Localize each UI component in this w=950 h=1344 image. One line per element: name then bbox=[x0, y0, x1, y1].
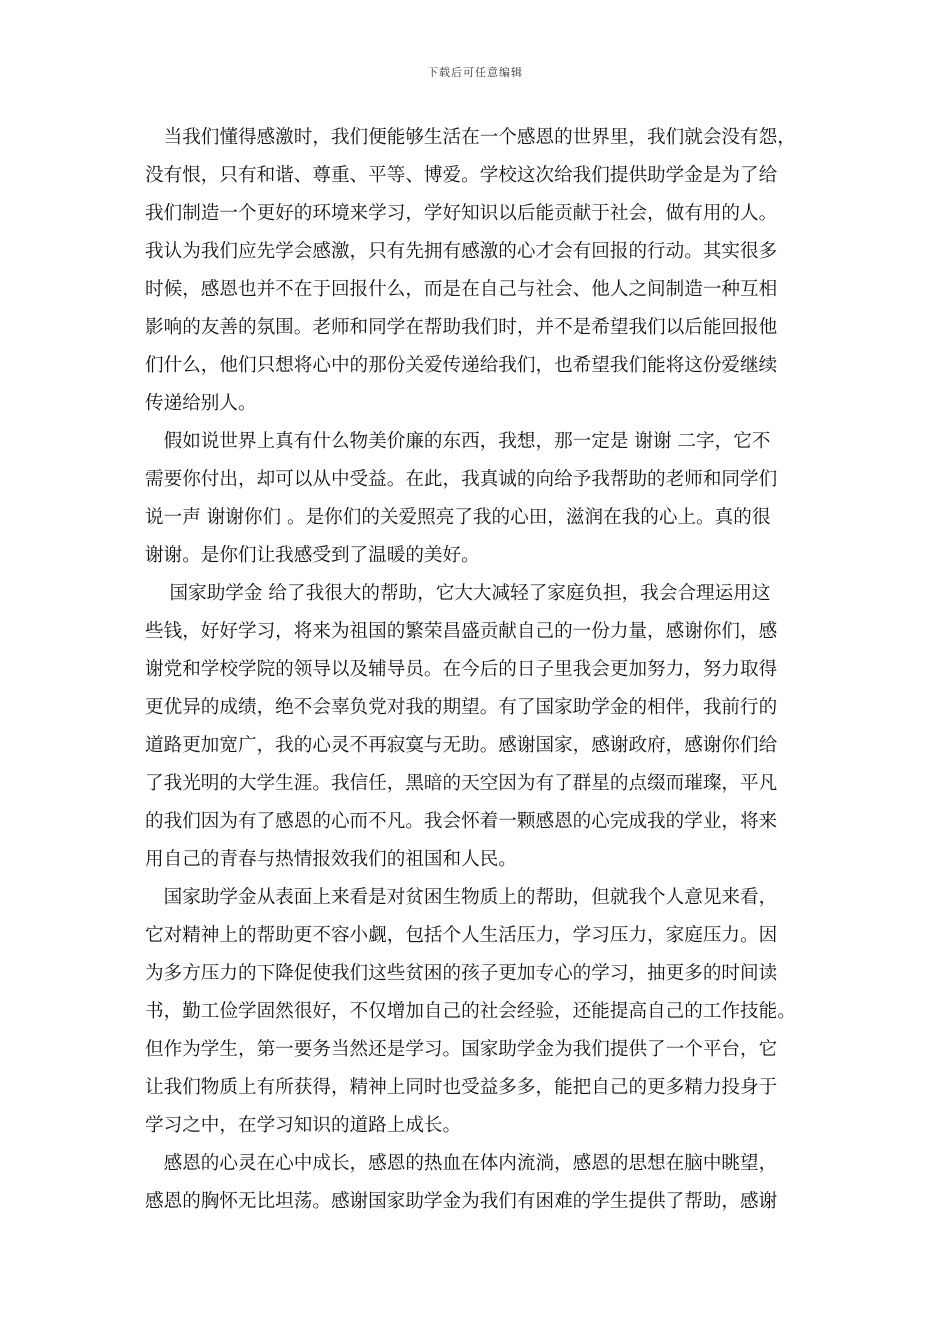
text-line: 感恩的胸怀无比坦荡。感谢国家助学金为我们有困难的学生提供了帮助，感谢 bbox=[145, 1191, 778, 1212]
text-line: 需要你付出，却可以从中受益。在此，我真诚的向给予我帮助的老师和同学们 bbox=[145, 469, 778, 490]
text-line: 时候，感恩也并不在于回报什么，而是在自己与社会、他人之间制造一种互相 bbox=[145, 279, 778, 300]
text-line: 当我们懂得感激时，我们便能够生活在一个感恩的世界里，我们就会没有怨， bbox=[145, 127, 796, 148]
text-line: 书，勤工俭学固然很好，不仅增加自己的社会经验，还能提高自己的工作技能。 bbox=[145, 1001, 796, 1022]
text-line: 谢党和学校学院的领导以及辅导员。在今后的日子里我会更加努力，努力取得 bbox=[145, 659, 778, 680]
text-line: 谢谢。是你们让我感受到了温暖的美好。 bbox=[145, 545, 480, 566]
text-line: 学习之中，在学习知识的道路上成长。 bbox=[145, 1115, 462, 1136]
text-line: 们什么，他们只想将心中的那份关爱传递给我们，也希望我们能将这份爱继续 bbox=[145, 355, 778, 376]
text-line: 了我光明的大学生涯。我信任，黑暗的天空因为有了群星的点缀而璀璨，平凡 bbox=[145, 773, 778, 794]
text-line: 但作为学生，第一要务当然还是学习。国家助学金为我们提供了一个平台，它 bbox=[145, 1039, 778, 1060]
text-line: 让我们物质上有所获得，精神上同时也受益多多，能把自己的更多精力投身于 bbox=[145, 1077, 778, 1098]
text-line: 国家助学金 给了我很大的帮助，它大大减轻了家庭负担，我会合理运用这 bbox=[145, 583, 771, 604]
text-line: 传递给别人。 bbox=[145, 393, 257, 414]
text-line: 国家助学金从表面上来看是对贫困生物质上的帮助，但就我个人意见来看， bbox=[145, 887, 778, 908]
document-body bbox=[145, 119, 809, 1221]
text-line: 影响的友善的氛围。老师和同学在帮助我们时，并不是希望我们以后能回报他 bbox=[145, 317, 778, 338]
page-header-note: 下载后可任意编辑 bbox=[427, 66, 523, 79]
text-line: 感恩的心灵在心中成长，感恩的热血在体内流淌，感恩的思想在脑中眺望， bbox=[145, 1153, 778, 1174]
text-line: 我认为我们应先学会感激，只有先拥有感激的心才会有回报的行动。其实很多 bbox=[145, 241, 778, 262]
text-line: 的我们因为有了感恩的心而不凡。我会怀着一颗感恩的心完成我的学业，将来 bbox=[145, 811, 778, 832]
text-line: 说一声 谢谢你们 。是你们的关爱照亮了我的心田，滋润在我的心上。真的很 bbox=[145, 507, 771, 528]
text-line: 更优异的成绩，绝不会辜负党对我的期望。有了国家助学金的相伴，我前行的 bbox=[145, 697, 778, 718]
text-line: 它对精神上的帮助更不容小觑，包括个人生活压力，学习压力，家庭压力。因 bbox=[145, 925, 778, 946]
text-line: 用自己的青春与热情报效我们的祖国和人民。 bbox=[145, 849, 517, 870]
text-line: 没有恨，只有和谐、尊重、平等、博爱。学校这次给我们提供助学金是为了给 bbox=[145, 165, 778, 186]
text-line: 些钱，好好学习，将来为祖国的繁荣昌盛贡献自己的一份力量，感谢你们，感 bbox=[145, 621, 778, 642]
text-line: 假如说世界上真有什么物美价廉的东西，我想，那一定是 谢谢 二字，它不 bbox=[145, 431, 771, 452]
text-line: 道路更加宽广，我的心灵不再寂寞与无助。感谢国家，感谢政府，感谢你们给 bbox=[145, 735, 778, 756]
text-line: 为多方压力的下降促使我们这些贫困的孩子更加专心的学习，抽更多的时间读 bbox=[145, 963, 778, 984]
text-line: 我们制造一个更好的环境来学习，学好知识以后能贡献于社会，做有用的人。 bbox=[145, 203, 778, 224]
